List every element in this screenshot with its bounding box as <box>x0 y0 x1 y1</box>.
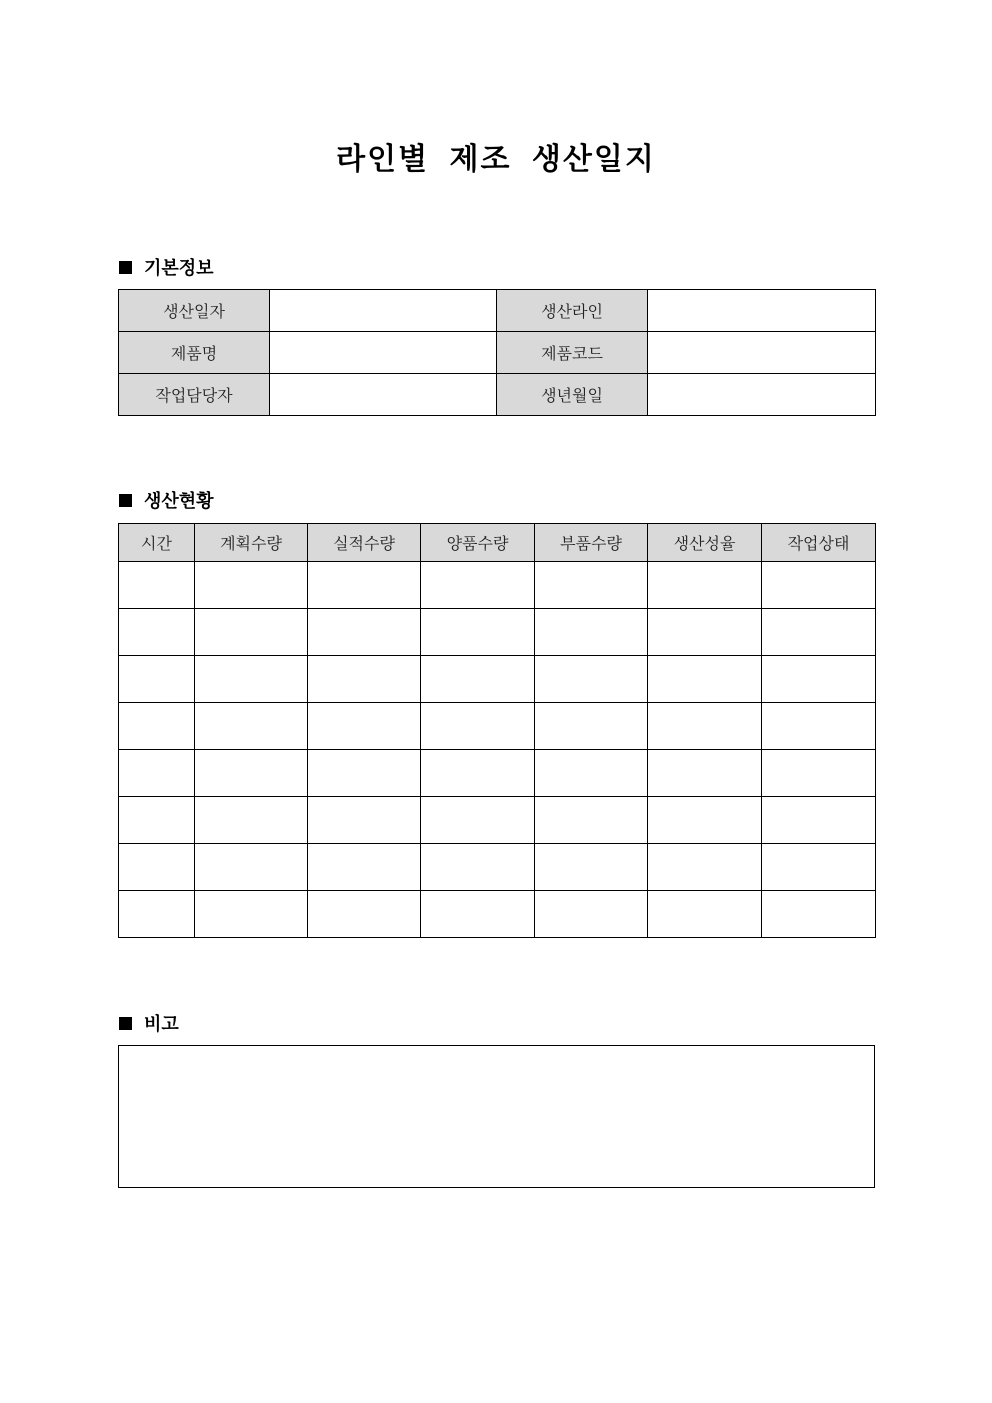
section-heading-basic-info <box>119 254 214 280</box>
table-cell[interactable] <box>119 656 195 703</box>
table-row <box>119 797 876 844</box>
column-header: 양품수량 <box>421 524 535 562</box>
document-title: 라인별 제조 생산일지 <box>336 142 656 177</box>
table-cell[interactable] <box>195 562 308 609</box>
table-row <box>119 891 876 938</box>
table-cell[interactable] <box>119 797 195 844</box>
table-row <box>119 750 876 797</box>
table-cell[interactable] <box>762 844 876 891</box>
basic-info-table <box>118 289 876 416</box>
table-cell[interactable] <box>421 750 535 797</box>
section-heading-label: 비고 <box>144 1014 179 1035</box>
label-birth-date: 생년월일 <box>497 374 648 416</box>
table-cell[interactable] <box>308 750 421 797</box>
column-header: 실적수량 <box>308 524 421 562</box>
table-row <box>119 656 876 703</box>
table-cell[interactable] <box>762 797 876 844</box>
production-status-table <box>118 523 876 938</box>
table-cell[interactable] <box>195 844 308 891</box>
table-cell[interactable] <box>119 703 195 750</box>
square-bullet-icon <box>119 1017 132 1030</box>
table-cell[interactable] <box>421 656 535 703</box>
table-cell[interactable] <box>648 750 762 797</box>
table-row <box>119 703 876 750</box>
table-cell[interactable] <box>762 703 876 750</box>
table-cell[interactable] <box>308 797 421 844</box>
table-cell[interactable] <box>421 844 535 891</box>
table-cell[interactable] <box>535 562 648 609</box>
field-worker[interactable] <box>270 374 497 416</box>
table-cell[interactable] <box>535 750 648 797</box>
table-row <box>119 562 876 609</box>
field-product-name[interactable] <box>270 332 497 374</box>
table-cell[interactable] <box>195 750 308 797</box>
table-cell[interactable] <box>421 609 535 656</box>
table-cell[interactable] <box>535 844 648 891</box>
field-product-code[interactable] <box>648 332 876 374</box>
square-bullet-icon <box>119 261 132 274</box>
field-production-date[interactable] <box>270 290 497 332</box>
table-cell[interactable] <box>762 562 876 609</box>
table-cell[interactable] <box>648 562 762 609</box>
table-cell[interactable] <box>308 891 421 938</box>
table-cell[interactable] <box>421 703 535 750</box>
section-heading-production-status <box>119 487 214 513</box>
table-cell[interactable] <box>648 656 762 703</box>
table-cell[interactable] <box>648 797 762 844</box>
column-header: 부품수량 <box>535 524 648 562</box>
table-row <box>119 332 876 374</box>
label-production-date: 생산일자 <box>119 290 270 332</box>
table-cell[interactable] <box>119 891 195 938</box>
table-cell[interactable] <box>535 891 648 938</box>
table-row <box>119 609 876 656</box>
table-row <box>119 290 876 332</box>
production-status-body <box>119 562 876 938</box>
table-cell[interactable] <box>119 750 195 797</box>
table-cell[interactable] <box>308 656 421 703</box>
field-production-line[interactable] <box>648 290 876 332</box>
table-cell[interactable] <box>308 562 421 609</box>
table-cell[interactable] <box>195 656 308 703</box>
table-cell[interactable] <box>195 797 308 844</box>
table-cell[interactable] <box>648 844 762 891</box>
field-birth-date[interactable] <box>648 374 876 416</box>
column-header: 계획수량 <box>195 524 308 562</box>
remarks-box[interactable] <box>118 1045 875 1188</box>
label-product-name: 제품명 <box>119 332 270 374</box>
table-cell[interactable] <box>648 703 762 750</box>
table-cell[interactable] <box>195 609 308 656</box>
column-header: 생산성율 <box>648 524 762 562</box>
table-cell[interactable] <box>308 703 421 750</box>
table-cell[interactable] <box>535 703 648 750</box>
square-bullet-icon <box>119 494 132 507</box>
table-cell[interactable] <box>421 562 535 609</box>
table-cell[interactable] <box>648 609 762 656</box>
table-cell[interactable] <box>535 609 648 656</box>
table-cell[interactable] <box>195 703 308 750</box>
column-header: 시간 <box>119 524 195 562</box>
label-product-code: 제품코드 <box>497 332 648 374</box>
label-worker: 작업담당자 <box>119 374 270 416</box>
table-cell[interactable] <box>535 797 648 844</box>
table-cell[interactable] <box>762 656 876 703</box>
table-cell[interactable] <box>762 891 876 938</box>
table-cell[interactable] <box>648 891 762 938</box>
section-heading-label: 기본정보 <box>144 258 214 279</box>
section-heading-label: 생산현황 <box>144 491 214 512</box>
table-row <box>119 374 876 416</box>
table-cell[interactable] <box>762 750 876 797</box>
table-cell[interactable] <box>535 656 648 703</box>
table-cell[interactable] <box>308 844 421 891</box>
table-cell[interactable] <box>119 609 195 656</box>
table-cell[interactable] <box>195 891 308 938</box>
table-cell[interactable] <box>421 797 535 844</box>
column-header: 작업상태 <box>762 524 876 562</box>
table-cell[interactable] <box>119 844 195 891</box>
label-production-line: 생산라인 <box>497 290 648 332</box>
table-cell[interactable] <box>119 562 195 609</box>
table-cell[interactable] <box>421 891 535 938</box>
table-cell[interactable] <box>762 609 876 656</box>
table-cell[interactable] <box>308 609 421 656</box>
table-header-row <box>119 524 876 562</box>
section-heading-remarks <box>119 1010 179 1036</box>
table-row <box>119 844 876 891</box>
